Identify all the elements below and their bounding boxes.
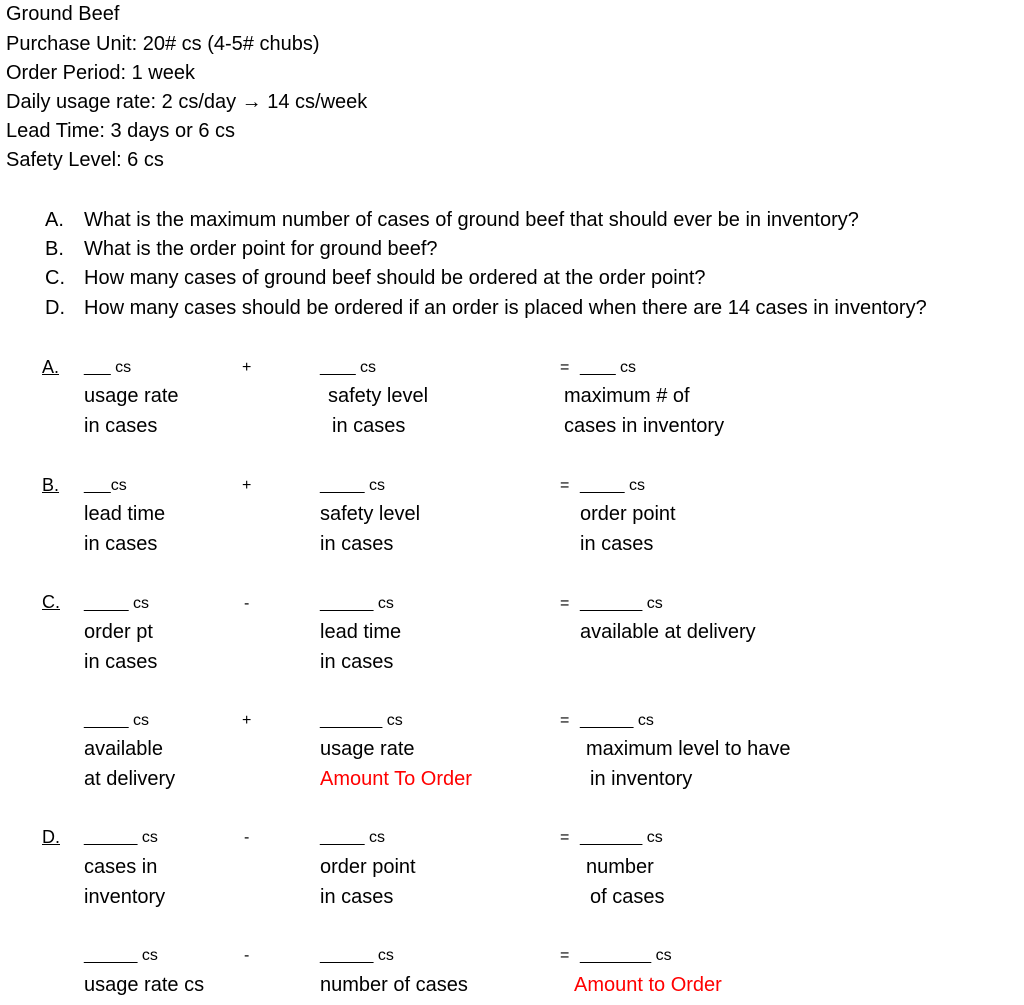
label-usage-rate: usage rate xyxy=(84,385,179,407)
blank-number-of-cases: ______ cs xyxy=(320,947,394,964)
blank-amount-to-order: ________ cs xyxy=(580,947,672,964)
question-text: How many cases of ground beef should be ordered at the order point? xyxy=(84,267,706,289)
equals-operator: = xyxy=(560,359,570,376)
label-in-cases: in cases xyxy=(84,651,158,673)
header-order-period: Order Period: 1 week xyxy=(6,62,195,84)
header-title: Ground Beef xyxy=(6,3,120,25)
plus-operator: + xyxy=(242,712,252,729)
label-at-delivery: at delivery xyxy=(84,768,176,790)
plus-operator: + xyxy=(242,477,252,494)
label-available: available xyxy=(84,738,163,760)
header-lead-time: Lead Time: 3 days or 6 cs xyxy=(6,120,236,142)
label-of-cases: of cases xyxy=(590,886,665,908)
label-inventory: inventory xyxy=(84,886,166,908)
minus-operator: - xyxy=(244,595,250,612)
blank-usage-rate: _______ cs xyxy=(320,712,403,729)
label-in-cases: in cases xyxy=(320,651,394,673)
section-c-label: C. xyxy=(42,592,60,612)
minus-operator: - xyxy=(244,947,250,964)
label-safety-level: safety level xyxy=(328,385,429,407)
question-text: What is the maximum number of cases of ground beef that should ever be in inventory? xyxy=(84,209,859,231)
section-b-label: B. xyxy=(42,475,60,495)
label-lead-time: lead time xyxy=(84,503,166,525)
header-daily-usage: Daily usage rate: 2 cs/day → 14 cs/week xyxy=(6,91,368,113)
equals-operator: = xyxy=(560,712,570,729)
blank-number-of-cases: _______ cs xyxy=(580,829,663,846)
label-order-pt: order pt xyxy=(84,621,153,643)
blank-order-point: _____ cs xyxy=(320,829,385,846)
blank-max-inventory: ____ cs xyxy=(580,359,637,376)
blank-safety-level: ____ cs xyxy=(320,359,377,376)
section-a-label: A. xyxy=(42,357,60,377)
minus-operator: - xyxy=(244,829,250,846)
question-letter: B. xyxy=(45,238,64,260)
equals-operator: = xyxy=(560,477,570,494)
label-usage-rate: usage rate xyxy=(320,738,415,760)
question-letter: A. xyxy=(45,209,64,231)
equals-operator: = xyxy=(560,829,570,846)
blank-usage-rate-cs: ______ cs xyxy=(84,947,158,964)
label-in-cases: in cases xyxy=(580,533,654,555)
blank-order-pt: _____ cs xyxy=(84,595,149,612)
label-in-cases: in cases xyxy=(332,415,406,437)
label-in-cases: in cases xyxy=(320,533,394,555)
question-text: What is the order point for ground beef? xyxy=(84,238,438,260)
blank-lead-time: ______ cs xyxy=(320,595,394,612)
label-maximum-of: maximum # of xyxy=(564,385,690,407)
label-amount-to-order: Amount To Order xyxy=(320,768,472,790)
label-in-cases: in cases xyxy=(320,886,394,908)
label-maximum-level: maximum level to have xyxy=(586,738,791,760)
blank-order-point: _____ cs xyxy=(580,477,645,494)
label-available-at-delivery: available at delivery xyxy=(580,621,756,643)
plus-operator: + xyxy=(242,359,252,376)
blank-usage-rate: ___ cs xyxy=(84,359,132,376)
blank-available: _____ cs xyxy=(84,712,149,729)
label-cases-in-inventory: cases in inventory xyxy=(564,415,725,437)
label-order-point: order point xyxy=(320,856,416,878)
question-letter: C. xyxy=(45,267,65,289)
blank-cases-in-inventory: ______ cs xyxy=(84,829,158,846)
label-in-inventory: in inventory xyxy=(590,768,693,790)
label-cases-in: cases in xyxy=(84,856,158,878)
question-text: How many cases should be ordered if an order is placed when there are 14 cases in inventory? xyxy=(84,297,927,319)
label-usage-rate-cs: usage rate cs xyxy=(84,974,205,996)
label-amount-to-order: Amount to Order xyxy=(574,974,722,996)
label-number-of-cases: number of cases xyxy=(320,974,468,996)
blank-lead-time: ___cs xyxy=(84,477,127,494)
label-lead-time: lead time xyxy=(320,621,402,643)
label-in-cases: in cases xyxy=(84,533,158,555)
equals-operator: = xyxy=(560,595,570,612)
blank-safety-level: _____ cs xyxy=(320,477,385,494)
blank-available-at-delivery: _______ cs xyxy=(580,595,663,612)
label-safety-level: safety level xyxy=(320,503,421,525)
label-number: number xyxy=(586,856,654,878)
header-purchase-unit: Purchase Unit: 20# cs (4-5# chubs) xyxy=(6,33,320,55)
blank-maximum-level: ______ cs xyxy=(580,712,654,729)
label-order-point: order point xyxy=(580,503,676,525)
label-in-cases: in cases xyxy=(84,415,158,437)
header-safety-level: Safety Level: 6 cs xyxy=(6,149,164,171)
section-d-label: D. xyxy=(42,827,60,847)
question-letter: D. xyxy=(45,297,65,319)
equals-operator: = xyxy=(560,947,570,964)
